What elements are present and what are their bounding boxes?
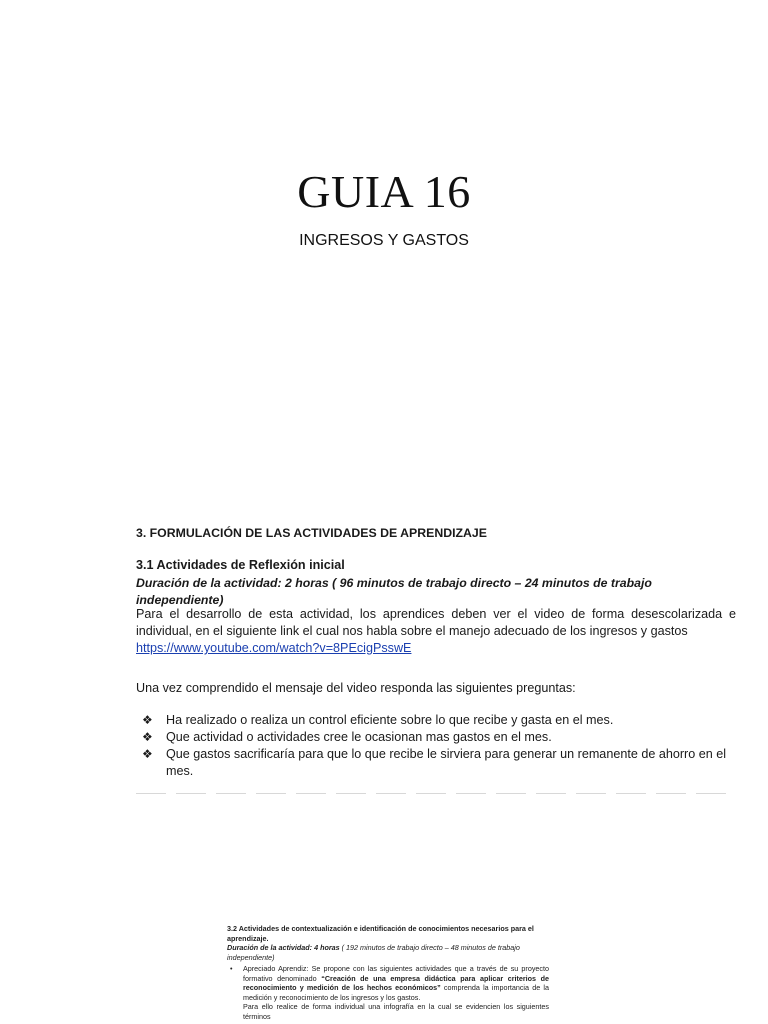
diamond-bullet-icon: ❖ bbox=[142, 747, 153, 761]
page-divider bbox=[136, 793, 736, 794]
question-text: Que actividad o actividades cree le ocasionan mas gastos en el mes. bbox=[166, 730, 552, 744]
section-3-2-heading: 3.2 Actividades de contextualización e identificación de conocimientos necesarios para el aprendizaje. bbox=[227, 924, 534, 943]
question-text: Que gastos sacrificaría para que lo que recibe le sirviera para generar un remanente de ahorro en el mes. bbox=[166, 747, 727, 778]
document-subtitle: INGRESOS Y GASTOS bbox=[299, 232, 469, 249]
questions-intro: Una vez comprendido el mensaje del video responda las siguientes preguntas: bbox=[136, 681, 576, 695]
bullet-lead: Apreciado Aprendiz: Se propone con las siguientes actividades que a través de su proyecto formativo denominado bbox=[243, 964, 549, 983]
bullet-dot-icon: • bbox=[230, 964, 233, 973]
questions-list bbox=[136, 712, 736, 780]
list-item bbox=[136, 746, 736, 780]
duration-label: Duración de la actividad: 4 horas bbox=[227, 943, 340, 952]
paragraph-text: Para el desarrollo de esta actividad, los aprendices deben ver el video de forma desescolarizada e individual, en el siguiente link el cual nos habla sobre el manejo adecuado de los ingresos y gastos bbox=[136, 607, 736, 638]
video-link[interactable]: https://www.youtube.com/watch?v=8PEcigPsswE bbox=[136, 641, 412, 655]
question-text: Ha realizado o realiza un control eficiente sobre lo que recibe y gasta en el mes. bbox=[166, 713, 614, 727]
bullet-next: Para ello realice de forma individual una infografía en la cual se evidencien los siguientes términos bbox=[243, 1002, 549, 1021]
section-3-heading: 3. FORMULACIÓN DE LAS ACTIVIDADES DE APRENDIZAJE bbox=[136, 526, 487, 540]
activity-duration-2 bbox=[227, 943, 549, 962]
diamond-bullet-icon: ❖ bbox=[142, 713, 153, 727]
diamond-bullet-icon: ❖ bbox=[142, 730, 153, 744]
activity-duration: Duración de la actividad: 2 horas ( 96 minutos de trabajo directo – 24 minutos de trabajo independiente) bbox=[136, 576, 652, 607]
section-3-1-heading: 3.1 Actividades de Reflexión inicial bbox=[136, 558, 345, 572]
bullet-tail: comprenda la importancia de la medición y reconocimiento de los ingresos y los gastos. bbox=[243, 983, 549, 1002]
activity-paragraph bbox=[136, 606, 736, 657]
list-item bbox=[227, 964, 549, 1022]
list-item bbox=[136, 729, 736, 746]
project-name: “Creación de una empresa didáctica para aplicar criterios de reconocimiento y medición de los hechos económicos” bbox=[243, 973, 549, 993]
document-title: GUIA 16 bbox=[297, 166, 471, 217]
duration-detail: ( 192 minutos de trabajo directo – 48 minutos de trabajo independiente) bbox=[227, 943, 520, 962]
bullet-text bbox=[243, 964, 549, 1022]
list-item bbox=[136, 712, 736, 729]
